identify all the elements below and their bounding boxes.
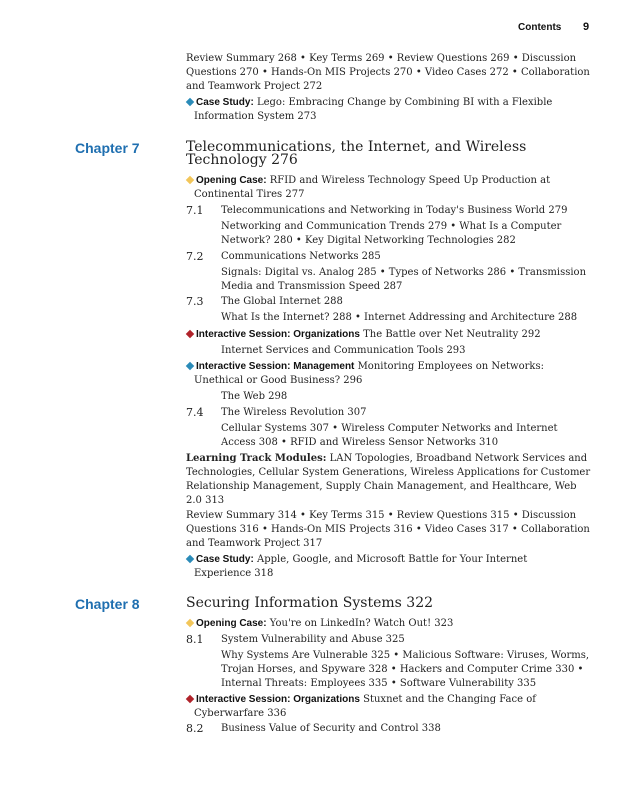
diamond-icon (186, 98, 194, 106)
section-7-2-number: 7.2 (186, 250, 204, 263)
section-7-1-sub-line-2: Network? 280 • Key Digital Networking Technologies 282 (221, 235, 516, 246)
section-7-1-number: 7.1 (186, 204, 204, 217)
ch7-opening-case-line-2: Continental Tires 277 (194, 189, 305, 200)
section-8-1-sub-line-1: Why Systems Are Vulnerable 325 • Malicious Software: Viruses, Worms, (221, 650, 590, 661)
case-study-title: Lego: Embracing Change by Combining BI with a Flexible (253, 97, 553, 108)
ch8-opening-case (186, 616, 453, 631)
learning-track-text: LAN Topologies, Broadband Network Services and (326, 453, 588, 464)
section-8-1-sub-line-3: Internal Threats: Employees 335 • Software Vulnerability 335 (221, 678, 537, 689)
section-7-3-sub-line-1: What Is the Internet? 288 • Internet Addressing and Architecture 288 (221, 312, 578, 323)
opening-case-label: Opening Case: (196, 618, 267, 629)
learning-track-label: Learning Track Modules: (186, 453, 327, 464)
section-7-2-sub-line-1: Signals: Digital vs. Analog 285 • Types of Networks 286 • Transmission (221, 267, 587, 278)
interactive-session-label: Interactive Session: Organizations (196, 694, 360, 705)
diamond-icon (186, 176, 194, 184)
ch8-interactive-session-line-2: Cyberwarfare 336 (194, 708, 287, 719)
section-8-2-title: Business Value of Security and Control 338 (221, 723, 441, 734)
ch7-learning-track-line-3: Relationship Management, Supply Chain Management, and Healthcare, Web (186, 481, 577, 492)
section-7-4-sub-line-1: Cellular Systems 307 • Wireless Computer Networks and Internet (221, 423, 558, 434)
section-8-2-number: 8.2 (186, 722, 204, 735)
opening-case-title: You're on LinkedIn? Watch Out! 323 (266, 618, 454, 629)
section-8-1-title: System Vulnerability and Abuse 325 (221, 634, 405, 645)
diamond-icon (186, 555, 194, 563)
ch7-learning-track-line-4: 2.0 313 (186, 495, 225, 506)
interactive-session-label: Interactive Session: Organizations (196, 329, 360, 340)
ch7-review-line-1: Review Summary 314 • Key Terms 315 • Review Questions 315 • Discussion (186, 510, 577, 521)
section-8-1-number: 8.1 (186, 633, 204, 646)
section-7-3-sub-line-3: The Web 298 (221, 391, 288, 402)
section-7-1-title: Telecommunications and Networking in Today's Business World 279 (221, 205, 568, 216)
ch7-interactive-session-2 (186, 359, 544, 374)
ch7-review-line-2: Questions 316 • Hands-On MIS Projects 316 • Video Cases 317 • Collaboration (186, 524, 590, 535)
interactive-session-title: Stuxnet and the Changing Face of (359, 694, 536, 705)
ch6-review-line-1: Review Summary 268 • Key Terms 269 • Review Questions 269 • Discussion (186, 53, 577, 64)
ch8-interactive-session (186, 692, 536, 707)
section-7-3-title: The Global Internet 288 (221, 296, 343, 307)
running-header (470, 22, 600, 38)
diamond-icon (186, 619, 194, 627)
interactive-session-label: Interactive Session: Management (196, 361, 355, 372)
section-7-2-sub-line-2: Media and Transmission Speed 287 (221, 281, 403, 292)
case-study-title: Apple, Google, and Microsoft Battle for Your Internet (253, 554, 528, 565)
ch7-interactive-session-1 (186, 327, 541, 342)
ch7-opening-case (186, 173, 550, 188)
ch6-review-line-2: Questions 270 • Hands-On MIS Projects 270 • Video Cases 272 • Collaboration (186, 67, 590, 78)
section-7-1-sub-line-1: Networking and Communication Trends 279 • What Is a Computer (221, 221, 562, 232)
ch7-case-study-line-2: Experience 318 (194, 568, 274, 579)
ch6-case-study-line-2: Information System 273 (194, 111, 317, 122)
ch7-learning-track-line-2: Technologies, Cellular System Generations, Wireless Applications for Customer (186, 467, 591, 478)
page-number: 9 (583, 21, 590, 33)
ch7-case-study (186, 552, 527, 567)
opening-case-label: Opening Case: (196, 175, 267, 186)
diamond-icon (186, 330, 194, 338)
case-study-label: Case Study: (196, 97, 254, 108)
section-8-1-sub-line-2: Trojan Horses, and Spyware 328 • Hackers and Computer Crime 330 • (221, 664, 584, 675)
section-7-3-sub-line-2: Internet Services and Communication Tools 293 (221, 345, 466, 356)
diamond-icon (186, 362, 194, 370)
ch7-review-line-3: and Teamwork Project 317 (186, 538, 323, 549)
ch7-learning-track-line-1 (186, 451, 587, 466)
chapter-8-title: Securing Information Systems 322 (186, 595, 434, 611)
header-title: Contents (518, 22, 562, 33)
chapter-7-title-line-2: Technology 276 (186, 152, 298, 168)
ch6-review-line-3: and Teamwork Project 272 (186, 81, 323, 92)
ch6-case-study (186, 95, 552, 110)
chapter-8-label: Chapter 8 (75, 596, 140, 612)
chapter-7-label: Chapter 7 (75, 140, 140, 156)
section-7-2-title: Communications Networks 285 (221, 251, 381, 262)
section-7-4-title: The Wireless Revolution 307 (221, 407, 367, 418)
section-7-4-sub-line-2: Access 308 • RFID and Wireless Sensor Networks 310 (221, 437, 499, 448)
interactive-session-title: Monitoring Employees on Networks: (354, 361, 544, 372)
ch7-interactive-session-2-line-2: Unethical or Good Business? 296 (194, 375, 363, 386)
section-7-4-number: 7.4 (186, 406, 204, 419)
case-study-label: Case Study: (196, 554, 254, 565)
diamond-icon (186, 695, 194, 703)
interactive-session-title: The Battle over Net Neutrality 292 (359, 329, 541, 340)
chapter-7-title-line-1: Telecommunications, the Internet, and Wireless (186, 139, 527, 155)
section-7-3-number: 7.3 (186, 295, 204, 308)
opening-case-title: RFID and Wireless Technology Speed Up Production at (266, 175, 551, 186)
